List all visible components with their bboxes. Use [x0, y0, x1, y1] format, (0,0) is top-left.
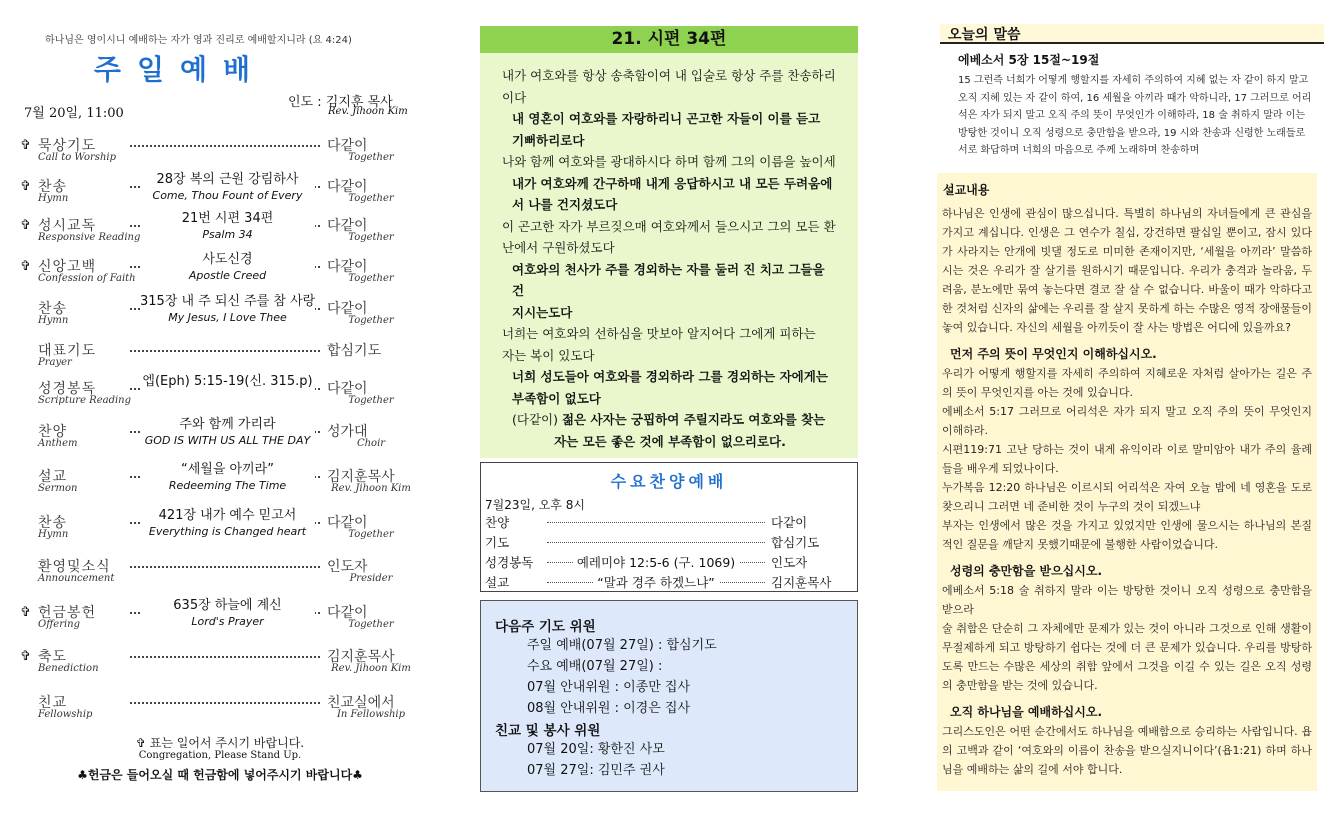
order-item-name-en: Prayer [38, 357, 72, 368]
order-item-content [140, 211, 315, 243]
standing-cross-icon: ✞ [20, 138, 31, 153]
top-verse: 하나님은 영이시니 예배하는 자가 영과 진리로 예배할지니라 (요 4:24) [45, 35, 352, 46]
order-item-name-en: Responsive Reading [38, 232, 141, 243]
service-heading: 친교 및 봉사 위원 [495, 723, 601, 739]
wednesday-item-who: 김지훈목사 [771, 575, 832, 590]
order-item-who-en: Together [348, 193, 394, 204]
order-item-name-en: Offering [38, 619, 81, 630]
today-word-heading: 오늘의 말씀 [948, 27, 1021, 43]
order-item-who: 합심기도 [327, 343, 382, 359]
psalm-line: 난에서 구원하셨도다 [502, 240, 615, 255]
standing-cross-icon: ✞ [20, 605, 31, 620]
committee-item: 주일 예배(07월 27일) : 합심기도 [527, 638, 717, 653]
committee-item: 08월 안내위원 : 이경은 집사 [527, 701, 691, 716]
committee-item: 수요 예배(07월 27일) : [527, 659, 663, 674]
standing-cross-icon: ✞ [20, 259, 31, 274]
order-item-who: 다같이 [327, 515, 368, 531]
sermon-point-2-text-2: 술 취함은 단순히 그 자체에만 문제가 있는 것이 아니라 그것으로 인해 생활이 무절제하게 되고 방탕하기 쉽다는 것에 더 큰 문제가 있습니다. 우리를 방탕하도록 만드는 수많은 세상의 취함 앞에서 그것을 이길 수 있는 길은 오직 성령의 충만함을 받는 것에 있습니다. [942, 622, 1312, 692]
order-item-name-en: Confession of Faith [38, 273, 136, 284]
leader-dots [130, 145, 320, 147]
order-item-content [140, 417, 315, 449]
order-item-content [140, 172, 315, 204]
order-item-content-ko: 315장 내 주 되신 주를 참 사랑 [140, 294, 316, 309]
leader-dots [130, 656, 320, 658]
order-item-who: 성가대 [327, 424, 368, 440]
order-item-content-en: Everything is Changed heart [148, 525, 307, 538]
order-item-name: 성경봉독 [38, 381, 97, 397]
order-item-content-en: Apostle Creed [188, 269, 267, 282]
wednesday-title: 수요찬양예배 [610, 472, 728, 491]
order-item-who: 다같이 [327, 605, 368, 621]
leader-dots [547, 542, 765, 543]
today-word-header [940, 24, 1324, 44]
sermon-point-1-text-2: 에베소서 5:17 그러므로 어리석은 자가 되지 말고 오직 주의 뜻이 무엇인지 이해하라. [942, 405, 1312, 437]
sermon-point-1-text-5: 부자는 인생에서 많은 것을 가지고 있었지만 인생에 물으시는 하나님의 본질적인 질문을 깨닫지 못했기때문에 불행한 사람이었습니다. [942, 519, 1312, 551]
standing-cross-icon: ✞ [20, 649, 31, 664]
order-item-content-en: Come, Thou Fount of Every [152, 189, 303, 202]
order-item [20, 556, 415, 596]
order-item-who-en: Together [348, 395, 394, 406]
order-item [20, 135, 415, 175]
psalm-line: 내가 여호와께 간구하매 내게 응답하시고 내 모든 두려움에 [512, 175, 833, 191]
psalm-line: 여호와의 천사가 주를 경외하는 자를 둘러 진 치고 그들을 건 [512, 261, 825, 298]
order-item [20, 646, 415, 686]
psalm-last-text: 젊은 사자는 궁핍하여 주릴지라도 여호와를 찾는 [561, 412, 826, 427]
order-item [20, 374, 415, 418]
order-item-name-en: Hymn [38, 529, 69, 540]
order-item-who: 다같이 [327, 381, 368, 397]
order-item-who: 다같이 [327, 259, 368, 275]
psalm-line: 자는 복이 있도다 [502, 347, 595, 363]
psalm-line: 이다 [502, 89, 527, 105]
order-of-worship [20, 0, 420, 816]
service-date: 7월 20일, 11:00 [24, 106, 124, 121]
order-item-name-en: Anthem [38, 438, 78, 449]
order-item-name: 친교 [38, 695, 68, 711]
psalm-line: 너희는 여호와의 선하심을 맛보아 알지어다 그에게 피하는 [502, 326, 816, 341]
prayer-items [481, 635, 857, 719]
order-item-content [140, 294, 315, 326]
sermon-intro: 하나님은 인생에 관심이 많으십니다. 특별히 하나님의 자녀들에게 큰 관심을 가지고 계십니다. 인생은 그 연수가 칠십, 강건하면 팔십일 뿐이고, 잠시 있다가 사라지는 안개에 빗댈 정도로 미미한 존재이지만, ‘세월을 아끼라’ 말씀하시는 것은 우리가 잘 살기를 원하시기 때문입니다. 우리가 충격과 놀라움, 두려움, 분노에만 묶여 놓는다면 결코 잘 살 수 없습니다. 바울이 때가 악하다고 한 것처럼 신자의 삶에는 우리를 잘 살지 못하게 하는 수많은 영적 장애물들이 놓여 있습니다. 자신의 세월을 아끼듯이 잘 사는 방법은 어디에 있을까요? [942, 207, 1312, 334]
order-item-name-en: Hymn [38, 315, 69, 326]
committee-item: 07월 20일: 황한진 사모 [527, 742, 665, 757]
sermon-panel [937, 173, 1317, 791]
leader: 인도 : 김지훈 목사 [288, 95, 393, 110]
wednesday-item-who: 인도자 [771, 555, 808, 570]
psalm-line: 내 영혼이 여호와를 자랑하리니 곤고한 자들이 이를 듣고 [512, 111, 821, 126]
wednesday-time: 7월23일, 오후 8시 [485, 498, 585, 512]
order-item-who-en: Together [348, 273, 394, 284]
order-item [20, 598, 415, 642]
order-item-who: 다같이 [327, 218, 368, 234]
order-item-name: 설교 [38, 469, 68, 485]
order-item-name: 헌금봉헌 [38, 605, 97, 621]
order-item-who-en: Rev. Jihoon Kim [331, 663, 411, 674]
order-item-name: 대표기도 [38, 343, 97, 359]
sermon-point-1-text-3: 시편119:71 고난 당하는 것이 내게 유익이라 이로 말미암아 내가 주의 율례들을 배우게 되었나이다. [942, 443, 1312, 475]
order-item-who-en: Together [348, 232, 394, 243]
order-item-content [140, 598, 315, 630]
order-item-name: 축도 [38, 649, 68, 665]
psalm-line: 부족함이 없도다 [512, 390, 601, 406]
responsive-reading-panel [480, 26, 858, 458]
page-title: 주일예배 [93, 53, 267, 86]
order-item-name-en: Sermon [38, 483, 78, 494]
order-item-name: 찬송 [38, 179, 68, 195]
leader-dots [130, 702, 320, 704]
sermon-point-1-text: 우리가 어떻게 행할지를 자세히 주의하여 지혜로운 자처럼 살아가는 길은 주의 뜻이 무엇인지를 아는 것에 있습니다. [942, 367, 1312, 399]
psalm-lines [480, 53, 858, 452]
order-item-content [140, 252, 315, 284]
order-item [20, 417, 415, 461]
order-item-who: 인도자 [327, 559, 368, 575]
order-item-content-ko: 28장 복의 근원 강림하사 [156, 172, 299, 187]
order-item-content-ko: 421장 내가 예수 믿고서 [158, 508, 297, 523]
order-item-who-en: Rev. Jihoon Kim [331, 483, 411, 494]
psalm-line: 나와 함께 여호와를 광대하시다 하며 함께 그의 이름을 높이세 [502, 154, 836, 169]
wednesday-item-content: “말과 경주 하겠느냐” [593, 575, 719, 590]
sermon-heading: 설교내용 [943, 183, 990, 197]
order-item-name-en: Announcement [38, 573, 115, 584]
order-item-name: 환영및소식 [38, 559, 111, 575]
sermon-point-1: 먼저 주의 뜻이 무엇인지 이해하십시오. [950, 347, 1157, 361]
psalm-line: 지시는도다 [512, 304, 573, 320]
order-item-name: 성시교독 [38, 218, 97, 234]
order-item-name-en: Call to Worship [38, 152, 116, 163]
order-item-name-en: Fellowship [38, 709, 93, 720]
wednesday-row [481, 533, 857, 553]
sermon-point-3: 오직 하나님을 예배하십시오. [950, 705, 1103, 719]
psalm-line: 너희 성도들아 여호와를 경외하라 그를 경외하는 자에게는 [512, 369, 828, 384]
order-item-name: 신앙고백 [38, 259, 97, 275]
sermon-point-2-text: 에베소서 5:18 술 취하지 말라 이는 방탕한 것이니 오직 성령으로 충만함을 받으라 [942, 584, 1312, 616]
order-item-content-ko: “세월을 아끼라” [181, 462, 274, 477]
order-item-content-en: GOD IS WITH US ALL THE DAY [144, 434, 311, 447]
order-item-who-en: Together [348, 619, 394, 630]
order-item-who-en: Together [348, 315, 394, 326]
stand-note-en: Congregation, Please Stand Up. [138, 750, 302, 761]
wednesday-item-content-wrap [547, 573, 765, 591]
offering-note: ♣헌금은 들어오실 때 헌금함에 넣어주시기 바랍니다♣ [77, 768, 363, 782]
order-item-content-en: My Jesus, I Love Thee [168, 311, 287, 324]
leader-dots [130, 566, 320, 568]
order-item-content-ko: 635장 하늘에 계신 [173, 598, 282, 613]
order-item-who-en: Choir [356, 438, 386, 449]
leader-en: Rev. Jihoon Kim [328, 106, 408, 117]
committee-item: 07월 안내위원 : 이종만 집사 [527, 680, 691, 695]
leader-dots [547, 522, 765, 523]
order-item-who-en: Presider [349, 573, 393, 584]
order-item-content-ko: 엡(Eph) 5:15-19(신. 315.p) [142, 374, 313, 389]
wednesday-row [481, 553, 857, 573]
committee-item: 07월 27일: 김민주 권사 [527, 763, 665, 778]
order-item-who: 다같이 [327, 301, 368, 317]
order-item [20, 462, 415, 506]
wednesday-item-content-wrap [547, 553, 765, 571]
order-item-who-en: Together [348, 152, 394, 163]
psalm-line: 내가 여호와를 항상 송축함이여 내 입술로 항상 주를 찬송하리 [502, 68, 836, 83]
order-item-content-ko: 주와 함께 가리라 [179, 417, 276, 432]
psalm-last-line-2: 자는 모든 좋은 것에 부족함이 없으리로다. [554, 433, 786, 449]
scripture-text: 15 그런즉 너희가 어떻게 행할지를 자세히 주의하여 지혜 없는 자 같이 하지 말고 오직 지혜 있는 자 같이 하여, 16 세월을 아끼라 때가 악하니라, 17 그러므로 어리석은 자가 되지 말고 오직 주의 뜻이 무엇인가 이해하라, 18 술 취하지 말라 이는 방탕한 것이니 오직 성령으로 충만함을 받으라, 19 시와 찬송과 신령한 노래들로 서로 화답하며 너희의 마음으로 주께 노래하며 찬송하며 [958, 75, 1312, 156]
order-item [20, 172, 415, 216]
order-item-content [140, 374, 315, 390]
order-item-content-en: Lord's Prayer [191, 615, 264, 628]
order-item-who: 김지훈목사 [327, 469, 395, 485]
order-item-who: 친교실에서 [327, 695, 395, 711]
wednesday-rows [481, 513, 857, 593]
wednesday-item-name: 설교 [485, 575, 510, 590]
wednesday-item-who: 합심기도 [771, 535, 820, 550]
order-item-who: 김지훈목사 [327, 649, 395, 665]
prayer-committee-panel [480, 600, 858, 792]
wednesday-item-who: 다같이 [771, 515, 808, 530]
order-item-content [140, 462, 315, 494]
service-items [481, 739, 857, 781]
wednesday-row [481, 513, 857, 533]
order-item-who: 다같이 [327, 179, 368, 195]
order-item-name-en: Benediction [38, 663, 99, 674]
wednesday-item-name: 성경봉독 [485, 555, 534, 570]
stand-note: ✞ 표는 일어서 주시기 바랍니다. [135, 736, 305, 750]
order-item-content-en: Redeeming The Time [168, 479, 287, 492]
wednesday-item-name: 기도 [485, 535, 510, 550]
order-item-name: 찬송 [38, 301, 68, 317]
wednesday-item-content: 예레미야 12:5-6 (구. 1069) [573, 555, 739, 570]
psalm-line: 서 나를 건지셨도다 [512, 197, 618, 212]
order-item-name-en: Scripture Reading [38, 395, 132, 406]
order-item-name: 찬송 [38, 515, 68, 531]
standing-cross-icon: ✞ [20, 179, 31, 194]
sermon-point-1-text-4: 누가복음 12:20 하나님은 이르시되 어리석은 자여 오늘 밤에 네 영혼을 도로 찾으리니 그러면 네 준비한 것이 누구의 것이 되겠느냐 [942, 481, 1312, 513]
psalm-line: 기뻐하리로다 [512, 132, 585, 148]
psalm-last-line [502, 409, 838, 431]
order-item-who-en: In Fellowship [336, 709, 406, 720]
leader-dots [130, 350, 320, 352]
psalm-line: 이 곤고한 자가 부르짖으매 여호와께서 들으시고 그의 모든 환 [502, 218, 836, 234]
order-item-name: 묵상기도 [38, 138, 97, 154]
scripture-reference: 에베소서 5장 15절~19절 [958, 53, 1100, 67]
wednesday-service-panel [480, 462, 858, 592]
order-item [20, 692, 415, 732]
order-item [20, 294, 415, 338]
sermon-point-3-text: 그리스도인은 어떤 순간에서도 하나님을 예배함으로 승리하는 사람입니다. 욥의 고백과 같이 ‘여호와의 이름이 찬송을 받으실지니이다’(욥1:21) 하며 하나님을 예배하는 삶의 길에 서야 합니다. [942, 725, 1312, 776]
order-item [20, 211, 415, 255]
standing-cross-icon: ✞ [20, 218, 31, 233]
order-item-who: 다같이 [327, 138, 368, 154]
wednesday-item-name: 찬양 [485, 515, 510, 530]
order-item [20, 252, 415, 296]
psalm-together-label: (다같이) [512, 412, 558, 427]
psalm-title: 21. 시편 34편 [480, 26, 858, 53]
order-item-who-en: Together [348, 529, 394, 540]
order-item-name: 찬양 [38, 424, 68, 440]
wednesday-row [481, 573, 857, 593]
order-item [20, 508, 415, 552]
order-item-content-ko: 21번 시편 34편 [181, 211, 274, 226]
order-item-content-en: Psalm 34 [202, 228, 253, 241]
order-item-content [140, 508, 315, 540]
order-item-name-en: Hymn [38, 193, 69, 204]
order-item-content-ko: 사도신경 [202, 252, 253, 267]
sermon-point-2: 성령의 충만함을 받으십시오. [950, 564, 1103, 578]
prayer-heading: 다음주 기도 위원 [495, 619, 596, 635]
